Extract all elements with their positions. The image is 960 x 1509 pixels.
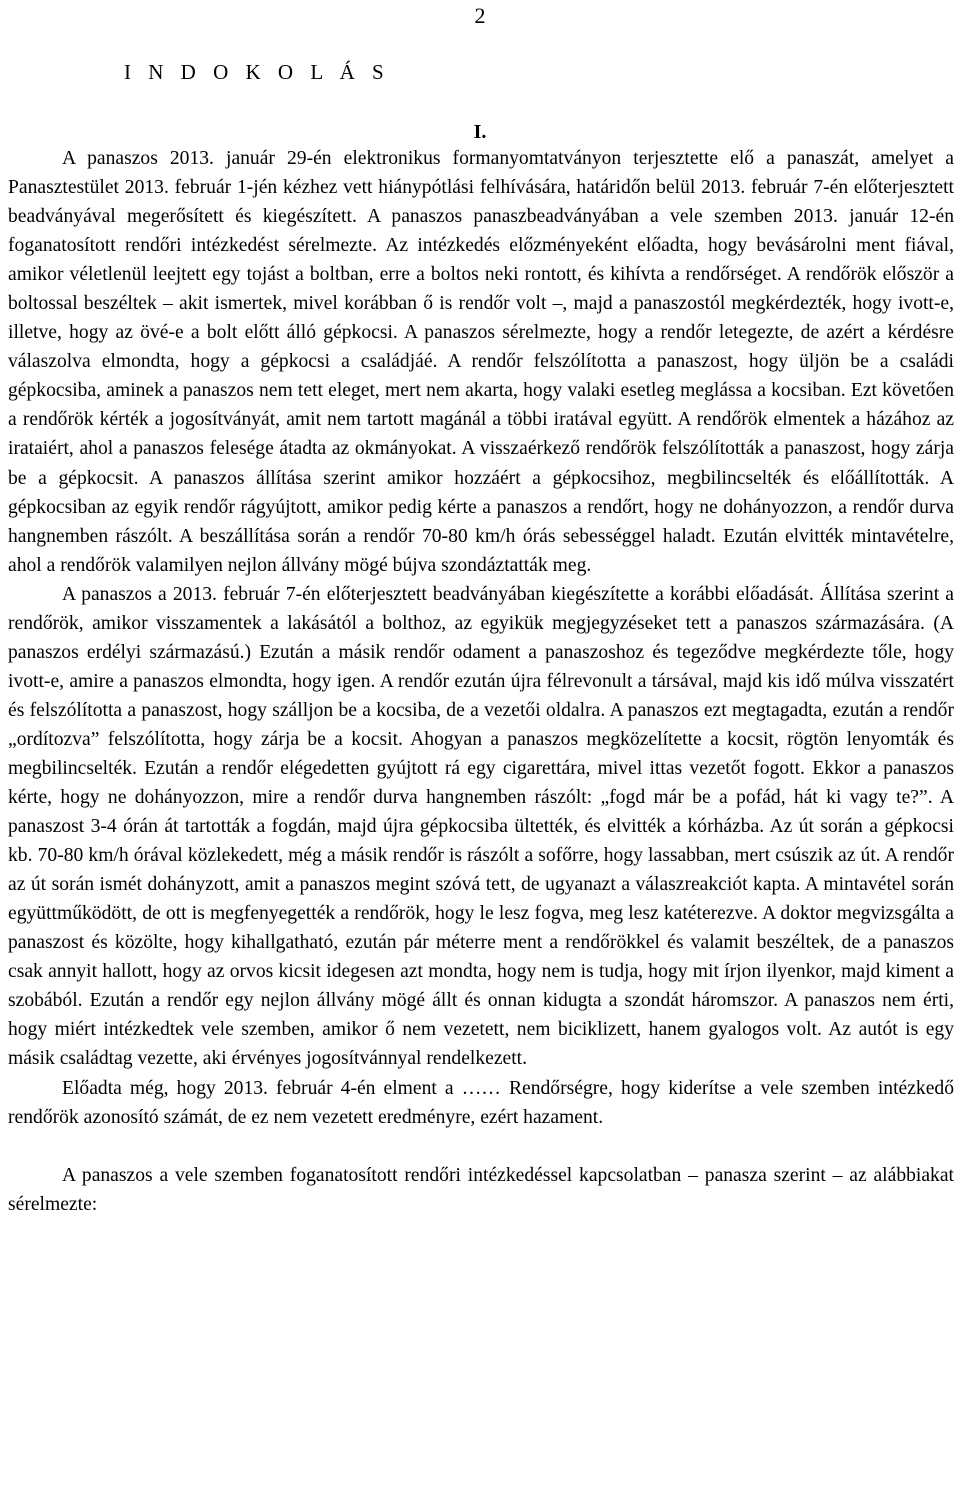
paragraph-grievances-intro: A panaszos a vele szemben foganatosított rendőri intézkedéssel kapcsolatban – panasza szerint – az alábbiakat sérelmezte: <box>8 1164 954 1215</box>
page-number: 2 <box>474 3 486 28</box>
paragraph-complaint-summary: A panaszos 2013. január 29-én elektronikus formanyomtatványon terjesztette elő a panaszát, amelyet a Panasztestület 2013. február 1-jén kézhez vett hiánypótlási felhívására, határidőn belül 2013. február 7-én előterjesztett beadványával megerősített és kiegészített. A panaszos panaszbeadványában a vele szemben 2013. január 12-én foganatosított rendőri intézkedést sérelmezte. Az intézkedés előzményeként előadta, hogy bevásárolni ment fiával, amikor véletlenül leejtett egy tojást a boltban, erre a boltos neki rontott, és kihívta a rendőrséget. A rendőrök először a boltossal beszéltek – akit ismertek, mivel korábban ő is rendőr volt –, majd a panaszostól megkérdezték, hogy ivott-e, illetve, hogy az övé-e a bolt előtt álló gépkocsi. A panaszos sérelmezte, hogy a rendőr letegezte, de azért a kérdésre válaszolva elmondta, hogy a gépkocsi a családjáé. A rendőr felszólította a panaszost, hogy üljön be a családi gépkocsiba, aminek a panaszos nem tett eleget, mert nem akarta, hogy valaki esetleg meglássa a kocsiban. Ezt követően a rendőrök kérték a jogosítványát, amit nem tartott magánál a többi iratával együtt. A rendőrök elmentek a házához az irataiért, ahol a panaszos felesége átadta az okmányokat. A visszaérkező rendőrök felszólították a panaszost, hogy zárja be a gépkocsit. A panaszos állítása szerint amikor hozzáért a gépkocsihoz, megbilincselték és előállították. A gépkocsiban az egyik rendőr rágyújtott, amikor pedig kérte a panaszos a rendőrt, hogy ne dohányozzon, a rendőr durva hangnemben rászólt. A beszállítása során a rendőr 70-80 km/h órás sebességgel haladt. Ezután elvitték mintavételre, ahol a rendőrök valamilyen nejlon állvány mögé bújva szondáztatták meg. <box>8 148 954 576</box>
section-number: I. <box>473 121 487 143</box>
paragraph-supplement: A panaszos a 2013. február 7-én előterjesztett beadványában kiegészítette a korábbi előadását. Állítása szerint a rendőrök, amikor visszamentek a lakásától a bolthoz, az egyikük megjegyzéseket tett a panaszos származására. (A panaszos erdélyi származású.) Ezután a másik rendőr odament a panaszoshoz és tegeződve megkérdezte tőle, hogy ivott-e, amire a panaszos elmondta, hogy igen. A rendőr ezután újra félrevonult a társával, majd kis idő múlva visszatért és felszólította a panaszost, hogy szálljon be a kocsiba, de a vezetői oldalra. A panaszos ezt megtagadta, ezután a rendőr „ordítozva” felszólította, hogy zárja be a kocsit. Ahogyan a panaszos megközelítette a kocsit, rögtön lenyomták és megbilincselték. Ezután a rendőr elégedetten gyújtott rá egy cigarettára, mivel ittas vezetőt fogott. Ekkor a panaszos kérte, hogy ne dohányozzon, mire a rendőr durva hangnemben rászólt: „fogd már be a pofád, hát ki vagy te?”. A panaszost 3-4 órán át tartották a fogdán, majd újra gépkocsiba ültették, és elvitték a kórházba. Az út során a gépkocsi kb. 70-80 km/h órával közlekedett, még a másik rendőr is rászólt a sofőrre, hogy lassabban, mert csúszik az út. A rendőr az út során ismét dohányzott, amit a panaszos megint szóvá tett, de ugyanazt a válaszreakciót kapta. A mintavétel során együttműködött, de ott is megfenyegették a rendőrök, hogy le lesz fogva, meg lesz katéterezve. A doktor megvizsgálta a panaszost és közölte, hogy kihallgatható, ezután pár méterre ment a rendőrökkel és valamit beszéltek, de a panaszos csak annyit hallott, hogy az orvos kicsit idegesen azt mondta, hogy nem is tudja, hogy mit írjon ilyenkor, majd kiment a szobából. Ezután a rendőr egy nejlon állvány mögé állt és onnan kidugta a szondát háromszor. A panaszos nem érti, hogy miért intézkedtek vele szemben, amikor ő nem vezetett, nem biciklizett, hanem gyalogos volt. Az autót is egy másik családtag vezette, aki érvényes jogosítvánnyal rendelkezett. <box>8 583 954 1070</box>
document-heading: I N D O K O L Á S <box>124 60 390 84</box>
paragraph-police-visit: Előadta még, hogy 2013. február 4-én elment a …… Rendőrségre, hogy kiderítse a vele szemben intézkedő rendőrök azonosító számát, de ez nem vezetett eredményre, ezért hazament. <box>8 1077 954 1128</box>
body-text <box>8 144 954 1219</box>
paragraph-gap <box>8 1132 954 1161</box>
